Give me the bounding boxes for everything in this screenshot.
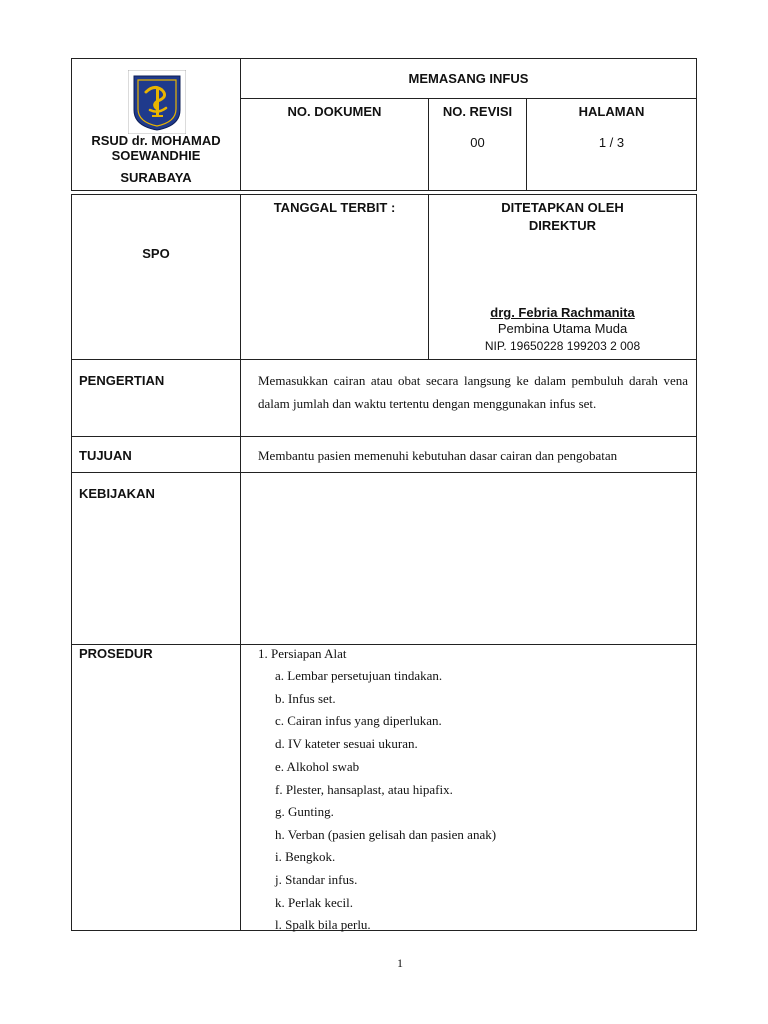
signer-nip: NIP. 19650228 199203 2 008 xyxy=(484,339,641,353)
row-divider-kebijakan xyxy=(71,644,697,645)
approved-by-line2: DIREKTUR xyxy=(528,218,597,233)
row-divider-pengertian xyxy=(71,436,697,437)
list-item: h. Verban (pasien gelisah dan pasien anak) xyxy=(275,827,497,842)
doc-number-label: NO. DOKUMEN xyxy=(287,104,382,119)
hospital-city: SURABAYA xyxy=(120,170,192,185)
list-item: e. Alkohol swab xyxy=(275,759,360,774)
list-item: b. Infus set. xyxy=(275,691,336,706)
spo-label: SPO xyxy=(142,246,170,261)
main-border-top xyxy=(71,194,697,195)
main-border-bottom xyxy=(71,930,697,931)
list-item: k. Perlak kecil. xyxy=(275,895,353,910)
page-number: 1 xyxy=(397,956,403,970)
signer-rank: Pembina Utama Muda xyxy=(497,321,628,336)
main-border-left xyxy=(71,194,72,931)
revision-label: NO. REVISI xyxy=(442,104,513,119)
list-item: d. IV kateter sesuai ukuran. xyxy=(275,736,418,751)
list-item: g. Gunting. xyxy=(275,804,334,819)
signer-name: drg. Febria Rachmanita xyxy=(490,305,635,320)
page-label: HALAMAN xyxy=(578,104,645,119)
hospital-name-line1: RSUD dr. MOHAMAD xyxy=(91,133,221,148)
tujuan-text: Membantu pasien memenuhi kebutuhan dasar cairan dan pengobatan xyxy=(258,448,618,463)
list-item: c. Cairan infus yang diperlukan. xyxy=(275,713,442,728)
tujuan-label: TUJUAN xyxy=(79,448,132,463)
issue-date-label: TANGGAL TERBIT : xyxy=(273,200,396,215)
row-divider-spo xyxy=(71,359,697,360)
pengertian-label: PENGERTIAN xyxy=(79,373,165,388)
pengertian-text: Memasukkan cairan atau obat secara langsung ke dalam pembuluh darah vena dalam jumlah dan waktu tertentu dengan menggunakan infus set. xyxy=(258,373,688,411)
surabaya-crest-icon xyxy=(128,70,186,134)
hospital-logo xyxy=(128,70,186,134)
document-title: MEMASANG INFUS xyxy=(408,71,529,86)
prosedur-label: PROSEDUR xyxy=(79,646,153,661)
list-item: a. Lembar persetujuan tindakan. xyxy=(275,668,443,683)
hospital-name-line2: SOEWANDHIE xyxy=(111,148,201,163)
header-border-bottom xyxy=(71,190,697,191)
prosedur-heading: 1. Persiapan Alat xyxy=(258,646,347,661)
list-item: j. Standar infus. xyxy=(275,872,358,887)
revision-value: 00 xyxy=(470,135,485,150)
main-divider-label-col xyxy=(240,194,241,931)
header-border-top xyxy=(71,58,697,59)
list-item: f. Plester, hansaplast, atau hipafix. xyxy=(275,782,453,797)
row-divider-tujuan xyxy=(71,472,697,473)
list-item: l. Spalk bila perlu. xyxy=(275,917,371,932)
list-item: i. Bengkok. xyxy=(275,849,336,864)
header-divider-title xyxy=(240,98,697,99)
page-value: 1 / 3 xyxy=(598,135,625,150)
kebijakan-label: KEBIJAKAN xyxy=(79,486,155,501)
main-border-right xyxy=(696,194,697,931)
header-border-right xyxy=(696,58,697,191)
approved-by-line1: DITETAPKAN OLEH xyxy=(501,200,624,215)
